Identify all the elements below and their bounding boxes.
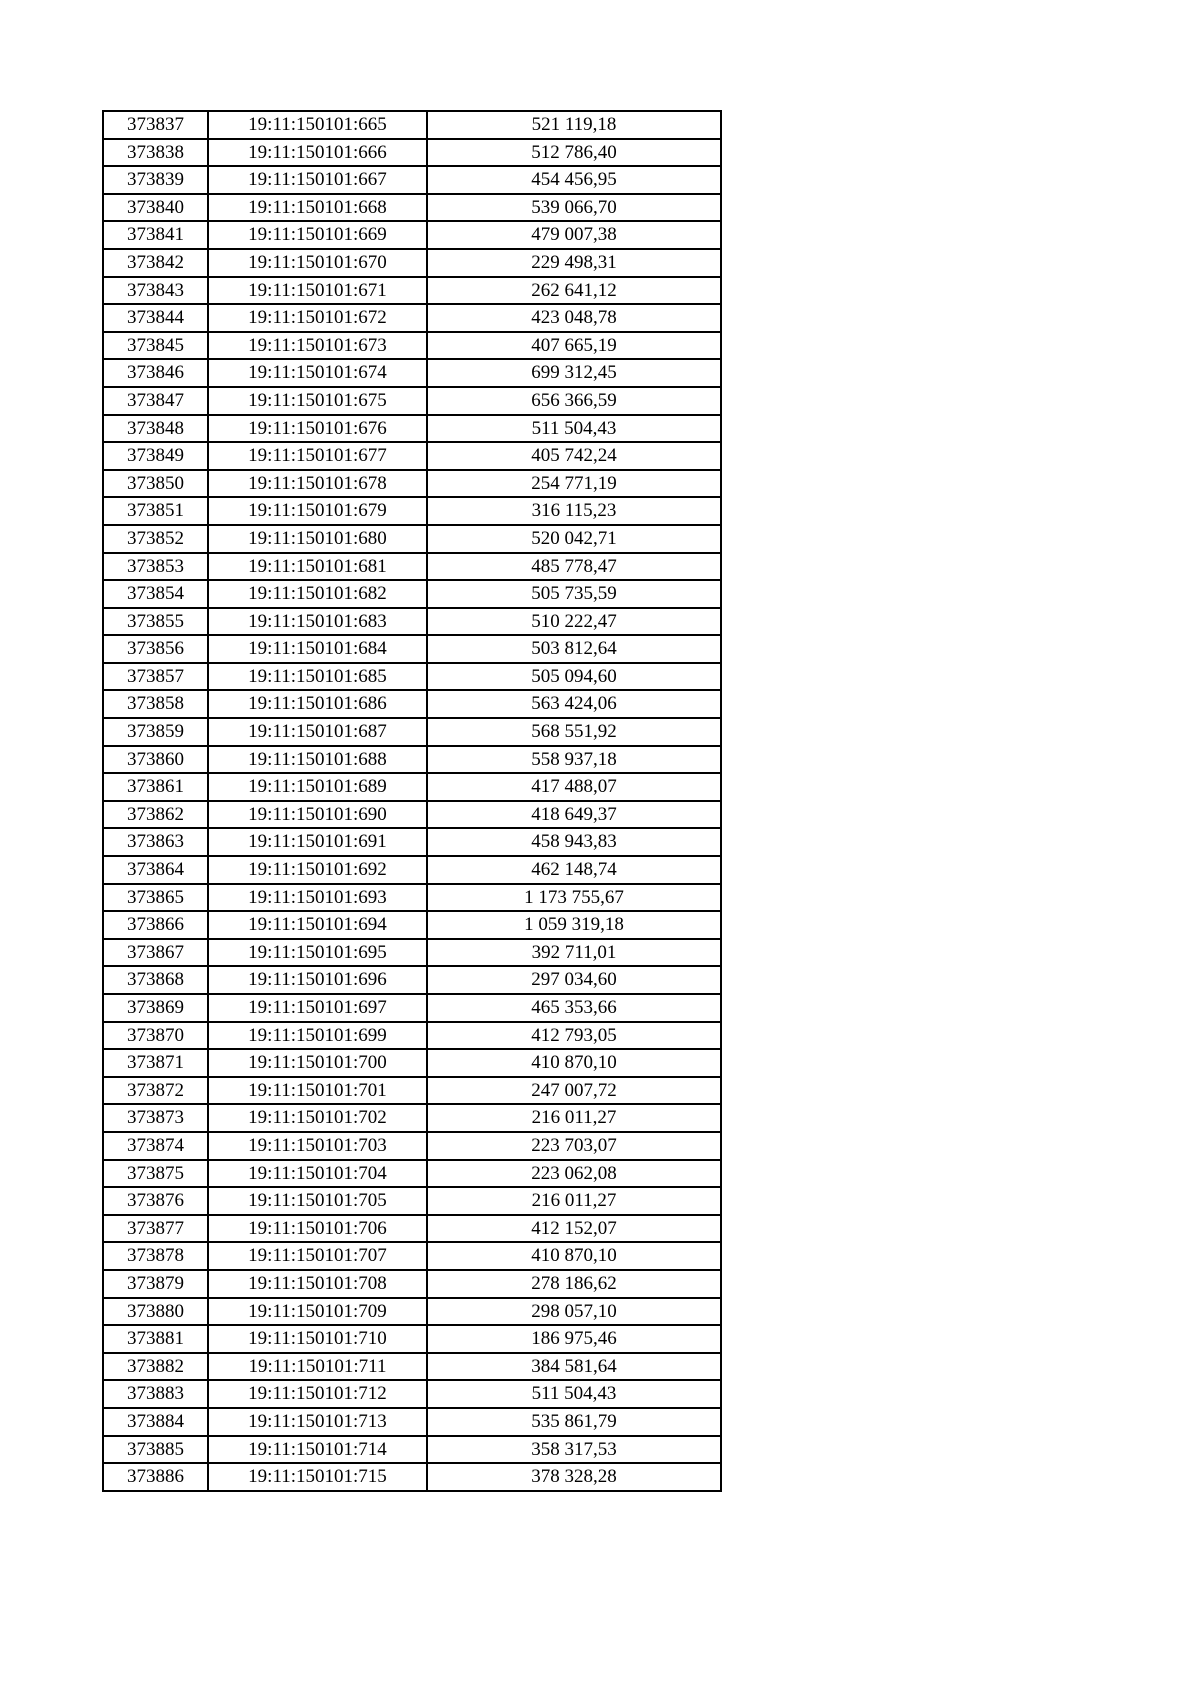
cadastral-number-cell: 19:11:150101:697 <box>208 994 427 1022</box>
value-cell: 229 498,31 <box>427 249 721 277</box>
record-number-cell: 373841 <box>103 221 208 249</box>
table-row <box>103 304 721 332</box>
cadastral-number-cell: 19:11:150101:679 <box>208 497 427 525</box>
value-cell: 254 771,19 <box>427 470 721 498</box>
value-cell: 462 148,74 <box>427 856 721 884</box>
cadastral-number-cell: 19:11:150101:705 <box>208 1187 427 1215</box>
cadastral-number-cell: 19:11:150101:706 <box>208 1215 427 1243</box>
record-number-cell: 373866 <box>103 911 208 939</box>
record-number-cell: 373862 <box>103 801 208 829</box>
record-number-cell: 373850 <box>103 470 208 498</box>
table-row <box>103 1463 721 1491</box>
value-cell: 223 703,07 <box>427 1132 721 1160</box>
record-number-cell: 373878 <box>103 1242 208 1270</box>
value-cell: 512 786,40 <box>427 139 721 167</box>
table-row <box>103 139 721 167</box>
cadastral-number-cell: 19:11:150101:702 <box>208 1104 427 1132</box>
value-cell: 465 353,66 <box>427 994 721 1022</box>
value-cell: 223 062,08 <box>427 1160 721 1188</box>
cadastral-number-cell: 19:11:150101:714 <box>208 1436 427 1464</box>
cadastral-number-cell: 19:11:150101:715 <box>208 1463 427 1491</box>
cadastral-number-cell: 19:11:150101:678 <box>208 470 427 498</box>
record-number-cell: 373863 <box>103 828 208 856</box>
value-cell: 262 641,12 <box>427 277 721 305</box>
table-row <box>103 111 721 139</box>
cadastral-number-cell: 19:11:150101:694 <box>208 911 427 939</box>
table-row <box>103 884 721 912</box>
record-number-cell: 373856 <box>103 635 208 663</box>
cadastral-number-cell: 19:11:150101:711 <box>208 1353 427 1381</box>
record-number-cell: 373854 <box>103 580 208 608</box>
table-row <box>103 497 721 525</box>
table-row <box>103 415 721 443</box>
record-number-cell: 373857 <box>103 663 208 691</box>
cadastral-number-cell: 19:11:150101:696 <box>208 966 427 994</box>
value-cell: 316 115,23 <box>427 497 721 525</box>
value-cell: 520 042,71 <box>427 525 721 553</box>
value-cell: 278 186,62 <box>427 1270 721 1298</box>
record-number-cell: 373872 <box>103 1077 208 1105</box>
cadastral-number-cell: 19:11:150101:671 <box>208 277 427 305</box>
value-cell: 563 424,06 <box>427 690 721 718</box>
record-number-cell: 373864 <box>103 856 208 884</box>
record-number-cell: 373859 <box>103 718 208 746</box>
value-cell: 216 011,27 <box>427 1104 721 1132</box>
cadastral-number-cell: 19:11:150101:690 <box>208 801 427 829</box>
cadastral-number-cell: 19:11:150101:708 <box>208 1270 427 1298</box>
table-row <box>103 1215 721 1243</box>
cadastral-number-cell: 19:11:150101:668 <box>208 194 427 222</box>
table-row <box>103 828 721 856</box>
table-row <box>103 1049 721 1077</box>
table-row <box>103 470 721 498</box>
value-cell: 699 312,45 <box>427 359 721 387</box>
record-number-cell: 373867 <box>103 939 208 967</box>
table-row <box>103 1298 721 1326</box>
table-row <box>103 1325 721 1353</box>
value-cell: 535 861,79 <box>427 1408 721 1436</box>
table-row <box>103 1353 721 1381</box>
table-row <box>103 718 721 746</box>
table-row <box>103 1077 721 1105</box>
cadastral-number-cell: 19:11:150101:669 <box>208 221 427 249</box>
record-number-cell: 373853 <box>103 553 208 581</box>
value-cell: 511 504,43 <box>427 415 721 443</box>
cadastral-number-cell: 19:11:150101:701 <box>208 1077 427 1105</box>
cadastral-number-cell: 19:11:150101:692 <box>208 856 427 884</box>
record-number-cell: 373879 <box>103 1270 208 1298</box>
table-row <box>103 690 721 718</box>
cadastral-number-cell: 19:11:150101:710 <box>208 1325 427 1353</box>
table-row <box>103 856 721 884</box>
record-number-cell: 373849 <box>103 442 208 470</box>
record-number-cell: 373875 <box>103 1160 208 1188</box>
value-cell: 458 943,83 <box>427 828 721 856</box>
record-number-cell: 373838 <box>103 139 208 167</box>
table-row <box>103 387 721 415</box>
value-cell: 410 870,10 <box>427 1049 721 1077</box>
table-row <box>103 332 721 360</box>
record-number-cell: 373861 <box>103 773 208 801</box>
table-row <box>103 525 721 553</box>
cadastral-number-cell: 19:11:150101:686 <box>208 690 427 718</box>
record-number-cell: 373873 <box>103 1104 208 1132</box>
value-cell: 412 152,07 <box>427 1215 721 1243</box>
table-row <box>103 359 721 387</box>
cadastral-number-cell: 19:11:150101:670 <box>208 249 427 277</box>
table-row <box>103 663 721 691</box>
cadastral-number-cell: 19:11:150101:693 <box>208 884 427 912</box>
value-cell: 521 119,18 <box>427 111 721 139</box>
value-cell: 505 735,59 <box>427 580 721 608</box>
cadastral-number-cell: 19:11:150101:680 <box>208 525 427 553</box>
record-number-cell: 373844 <box>103 304 208 332</box>
table-row <box>103 1408 721 1436</box>
record-number-cell: 373877 <box>103 1215 208 1243</box>
record-number-cell: 373839 <box>103 166 208 194</box>
value-cell: 568 551,92 <box>427 718 721 746</box>
table-row <box>103 580 721 608</box>
record-number-cell: 373886 <box>103 1463 208 1491</box>
value-cell: 298 057,10 <box>427 1298 721 1326</box>
value-cell: 407 665,19 <box>427 332 721 360</box>
value-cell: 479 007,38 <box>427 221 721 249</box>
table-body <box>103 111 721 1491</box>
cadastral-number-cell: 19:11:150101:704 <box>208 1160 427 1188</box>
table-row <box>103 1187 721 1215</box>
record-number-cell: 373858 <box>103 690 208 718</box>
cadastral-number-cell: 19:11:150101:689 <box>208 773 427 801</box>
record-number-cell: 373846 <box>103 359 208 387</box>
record-number-cell: 373840 <box>103 194 208 222</box>
table-row <box>103 1436 721 1464</box>
record-number-cell: 373851 <box>103 497 208 525</box>
value-cell: 485 778,47 <box>427 553 721 581</box>
record-number-cell: 373885 <box>103 1436 208 1464</box>
value-cell: 454 456,95 <box>427 166 721 194</box>
value-cell: 216 011,27 <box>427 1187 721 1215</box>
record-number-cell: 373842 <box>103 249 208 277</box>
table-row <box>103 1380 721 1408</box>
cadastral-number-cell: 19:11:150101:683 <box>208 608 427 636</box>
record-number-cell: 373883 <box>103 1380 208 1408</box>
table-row <box>103 608 721 636</box>
record-number-cell: 373870 <box>103 1022 208 1050</box>
value-cell: 511 504,43 <box>427 1380 721 1408</box>
table-row <box>103 635 721 663</box>
record-number-cell: 373860 <box>103 746 208 774</box>
record-number-cell: 373865 <box>103 884 208 912</box>
cadastral-number-cell: 19:11:150101:699 <box>208 1022 427 1050</box>
table-row <box>103 194 721 222</box>
cadastral-number-cell: 19:11:150101:688 <box>208 746 427 774</box>
cadastral-number-cell: 19:11:150101:703 <box>208 1132 427 1160</box>
value-cell: 656 366,59 <box>427 387 721 415</box>
table-row <box>103 966 721 994</box>
value-cell: 505 094,60 <box>427 663 721 691</box>
cadastral-number-cell: 19:11:150101:709 <box>208 1298 427 1326</box>
table-row <box>103 939 721 967</box>
value-cell: 378 328,28 <box>427 1463 721 1491</box>
table-row <box>103 553 721 581</box>
record-number-cell: 373847 <box>103 387 208 415</box>
cadastral-number-cell: 19:11:150101:674 <box>208 359 427 387</box>
table-row <box>103 911 721 939</box>
value-cell: 1 173 755,67 <box>427 884 721 912</box>
cadastral-number-cell: 19:11:150101:676 <box>208 415 427 443</box>
table-row <box>103 994 721 1022</box>
value-cell: 539 066,70 <box>427 194 721 222</box>
value-cell: 412 793,05 <box>427 1022 721 1050</box>
value-cell: 405 742,24 <box>427 442 721 470</box>
record-number-cell: 373884 <box>103 1408 208 1436</box>
value-cell: 410 870,10 <box>427 1242 721 1270</box>
value-cell: 558 937,18 <box>427 746 721 774</box>
table-row <box>103 442 721 470</box>
cadastral-number-cell: 19:11:150101:667 <box>208 166 427 194</box>
table-row <box>103 1132 721 1160</box>
value-cell: 503 812,64 <box>427 635 721 663</box>
table-row <box>103 221 721 249</box>
data-table <box>102 110 722 1492</box>
record-number-cell: 373871 <box>103 1049 208 1077</box>
cadastral-number-cell: 19:11:150101:695 <box>208 939 427 967</box>
record-number-cell: 373882 <box>103 1353 208 1381</box>
cadastral-number-cell: 19:11:150101:712 <box>208 1380 427 1408</box>
record-number-cell: 373848 <box>103 415 208 443</box>
record-number-cell: 373843 <box>103 277 208 305</box>
cadastral-number-cell: 19:11:150101:707 <box>208 1242 427 1270</box>
table-row <box>103 1104 721 1132</box>
value-cell: 418 649,37 <box>427 801 721 829</box>
cadastral-number-cell: 19:11:150101:691 <box>208 828 427 856</box>
record-number-cell: 373869 <box>103 994 208 1022</box>
table-row <box>103 773 721 801</box>
value-cell: 510 222,47 <box>427 608 721 636</box>
table-row <box>103 1270 721 1298</box>
record-number-cell: 373874 <box>103 1132 208 1160</box>
table-row <box>103 1242 721 1270</box>
cadastral-number-cell: 19:11:150101:675 <box>208 387 427 415</box>
value-cell: 417 488,07 <box>427 773 721 801</box>
cadastral-number-cell: 19:11:150101:666 <box>208 139 427 167</box>
value-cell: 247 007,72 <box>427 1077 721 1105</box>
cadastral-number-cell: 19:11:150101:713 <box>208 1408 427 1436</box>
record-number-cell: 373876 <box>103 1187 208 1215</box>
table-row <box>103 166 721 194</box>
cadastral-number-cell: 19:11:150101:700 <box>208 1049 427 1077</box>
table-row <box>103 277 721 305</box>
value-cell: 186 975,46 <box>427 1325 721 1353</box>
cadastral-number-cell: 19:11:150101:672 <box>208 304 427 332</box>
cadastral-number-cell: 19:11:150101:673 <box>208 332 427 360</box>
value-cell: 423 048,78 <box>427 304 721 332</box>
record-number-cell: 373880 <box>103 1298 208 1326</box>
table-row <box>103 801 721 829</box>
record-number-cell: 373855 <box>103 608 208 636</box>
cadastral-number-cell: 19:11:150101:685 <box>208 663 427 691</box>
table-row <box>103 1022 721 1050</box>
value-cell: 297 034,60 <box>427 966 721 994</box>
cadastral-number-cell: 19:11:150101:687 <box>208 718 427 746</box>
cadastral-number-cell: 19:11:150101:665 <box>208 111 427 139</box>
cadastral-number-cell: 19:11:150101:681 <box>208 553 427 581</box>
value-cell: 392 711,01 <box>427 939 721 967</box>
value-cell: 384 581,64 <box>427 1353 721 1381</box>
table-row <box>103 249 721 277</box>
record-number-cell: 373837 <box>103 111 208 139</box>
cadastral-number-cell: 19:11:150101:684 <box>208 635 427 663</box>
record-number-cell: 373845 <box>103 332 208 360</box>
record-number-cell: 373852 <box>103 525 208 553</box>
cadastral-number-cell: 19:11:150101:682 <box>208 580 427 608</box>
value-cell: 358 317,53 <box>427 1436 721 1464</box>
value-cell: 1 059 319,18 <box>427 911 721 939</box>
cadastral-number-cell: 19:11:150101:677 <box>208 442 427 470</box>
record-number-cell: 373881 <box>103 1325 208 1353</box>
table-row <box>103 1160 721 1188</box>
record-number-cell: 373868 <box>103 966 208 994</box>
table-row <box>103 746 721 774</box>
